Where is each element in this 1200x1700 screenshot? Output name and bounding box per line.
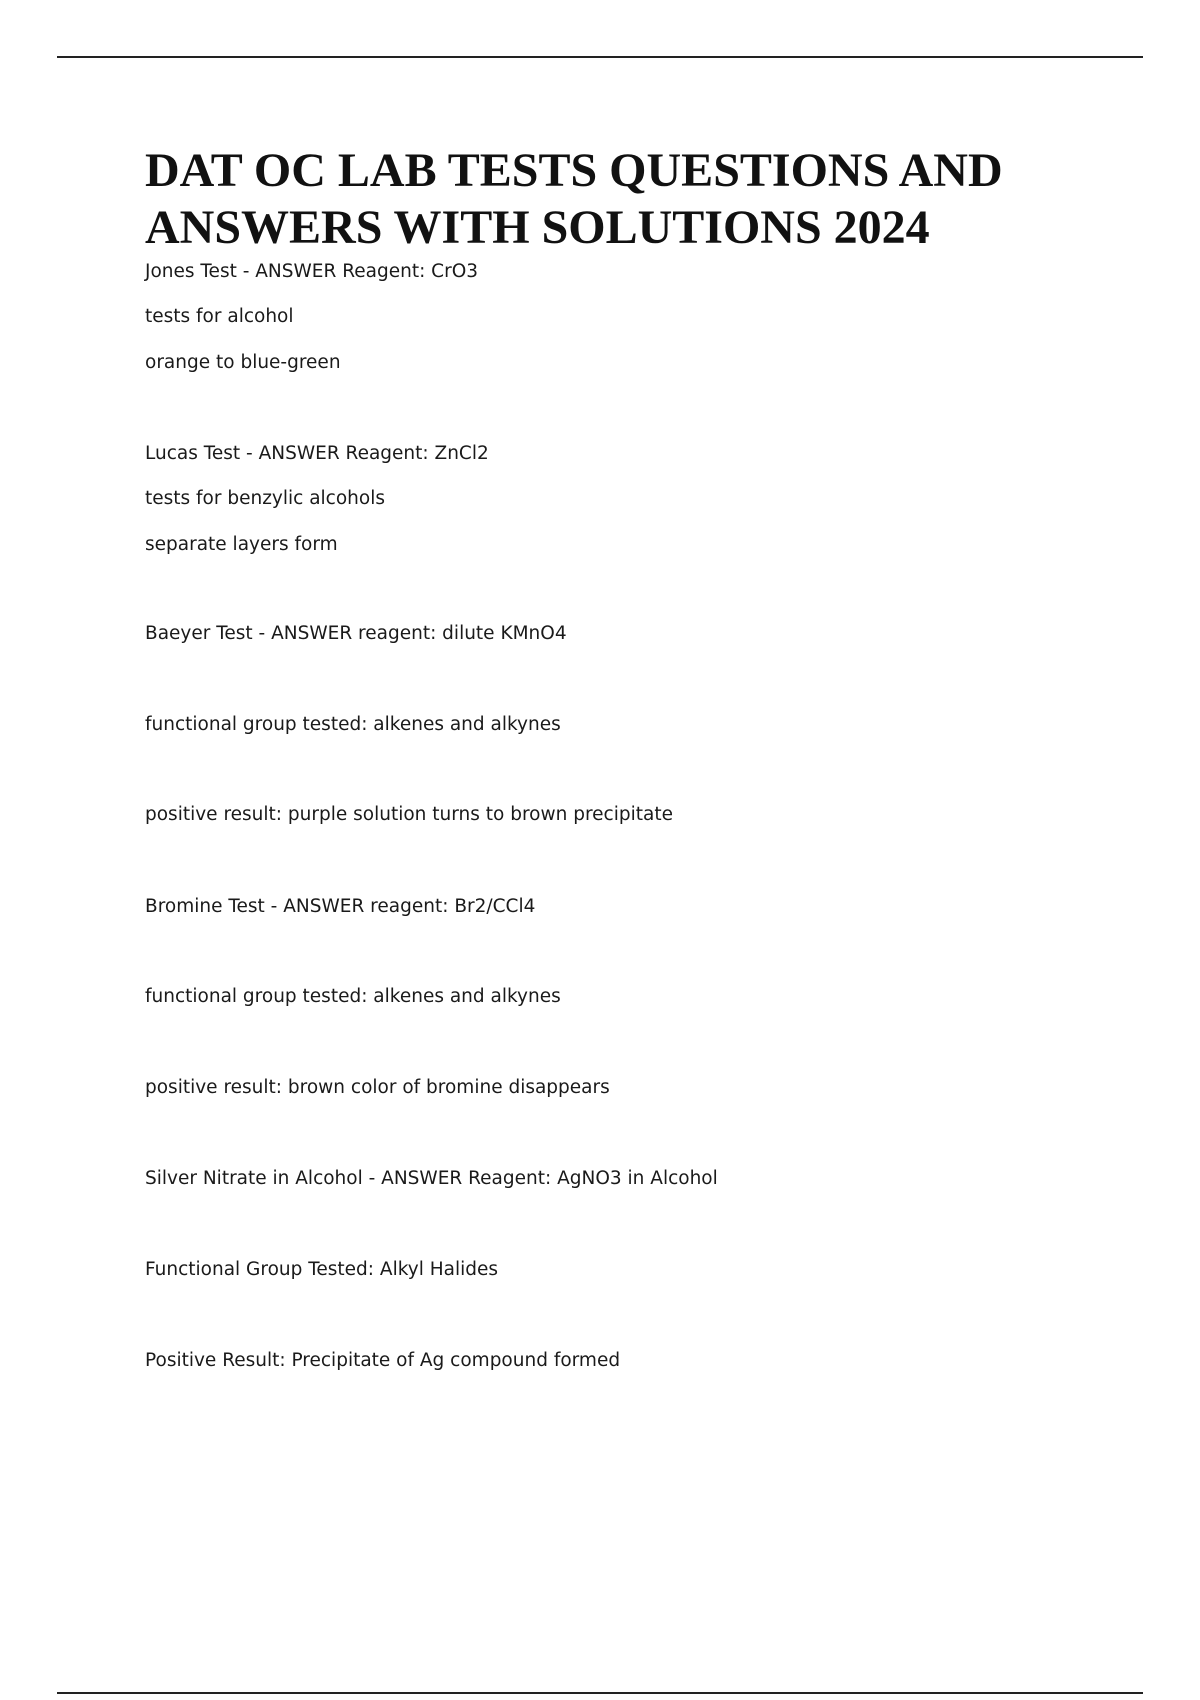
baeyer-test-group: functional group tested: alkenes and alkynes [145, 714, 561, 735]
bromine-test-group: functional group tested: alkenes and alkynes [145, 986, 561, 1007]
lucas-test-answer: Lucas Test - ANSWER Reagent: ZnCl2 [145, 443, 489, 464]
lucas-test-result: separate layers form [145, 534, 338, 555]
bottom-divider [57, 1692, 1143, 1694]
jones-test-detail: tests for alcohol [145, 306, 294, 327]
silver-nitrate-test-group: Functional Group Tested: Alkyl Halides [145, 1259, 499, 1280]
silver-nitrate-test-result: Positive Result: Precipitate of Ag compound formed [145, 1350, 621, 1371]
top-divider [57, 56, 1143, 58]
bromine-test-answer: Bromine Test - ANSWER reagent: Br2/CCl4 [145, 896, 536, 917]
bromine-test-result: positive result: brown color of bromine disappears [145, 1077, 610, 1098]
baeyer-test-result: positive result: purple solution turns to brown precipitate [145, 804, 673, 825]
silver-nitrate-test-answer: Silver Nitrate in Alcohol - ANSWER Reagent: AgNO3 in Alcohol [145, 1168, 718, 1189]
jones-test-result: orange to blue-green [145, 352, 341, 373]
baeyer-test-answer: Baeyer Test - ANSWER reagent: dilute KMnO4 [145, 623, 567, 644]
document-title: DAT OC LAB TESTS QUESTIONS AND ANSWERS WITH SOLUTIONS 2024 [145, 144, 1003, 254]
lucas-test-detail: tests for benzylic alcohols [145, 488, 385, 509]
jones-test-answer: Jones Test - ANSWER Reagent: CrO3 [145, 261, 479, 282]
